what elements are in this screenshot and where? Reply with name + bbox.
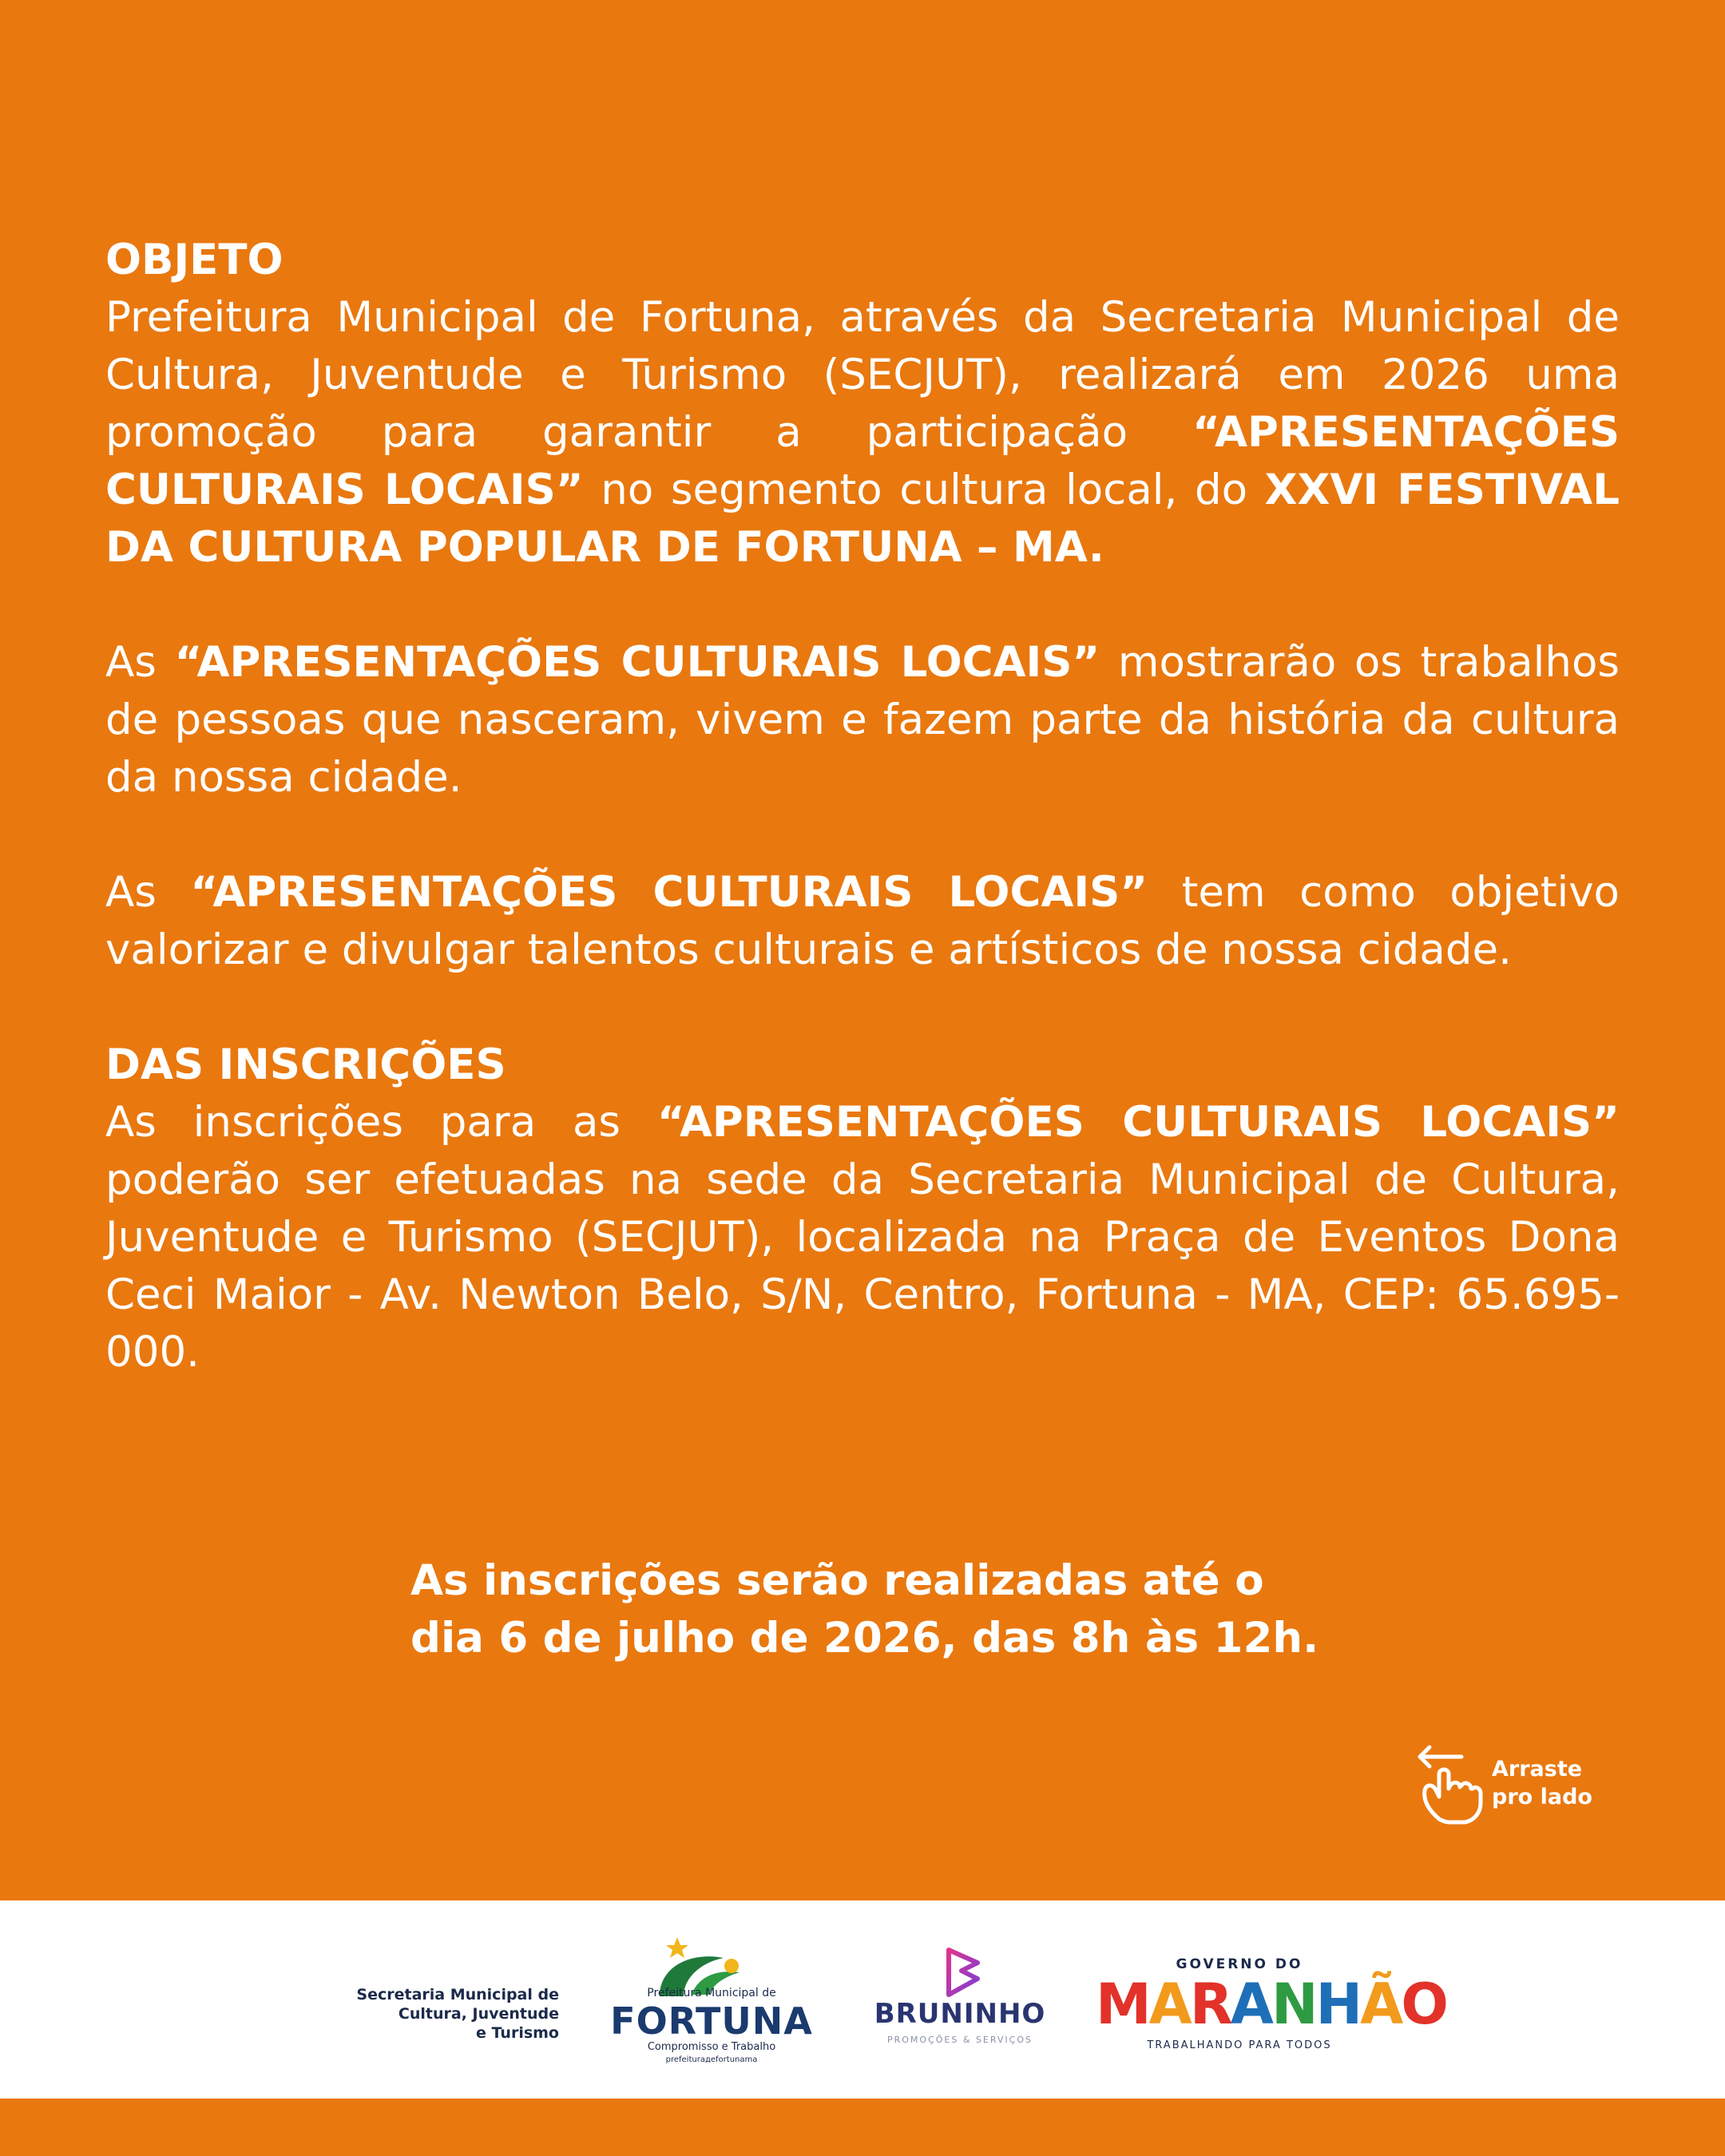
inscricoes-paragraph [105, 1094, 1620, 1381]
objeto-bold-2: XXVI FESTIVAL DA CULTURA POPULAR DE FORTUNA – MA. [105, 466, 1620, 572]
objeto-text-2: no segmento cultura local, do [583, 466, 1265, 514]
presentations-paragraph [105, 634, 1620, 807]
maranhao-letter: H [1315, 1972, 1361, 2037]
swipe-label-2: pro lado [1492, 1785, 1592, 1809]
maranhao-gov-text: GOVERNO DO [1176, 1956, 1303, 1972]
secjut-line-1: Secretaria Municipal de [356, 1986, 559, 2003]
inscricoes-post: poderão ser efetuadas na sede da Secretaria Municipal de Cultura, Juventude e Turismo (SECJUT), localizada na Praça de Eventos Dona Ceci Maior - Av. Newton Belo, S/N, Centro, Fortuna - MA, CEP: 65.695-000. [105, 1155, 1620, 1377]
swipe-hand-icon [1412, 1741, 1489, 1829]
presentations-post: mostrarão os trabalhos de pessoas que nasceram, vivem e fazem parte da história da cultura da nossa cidade. [105, 638, 1620, 802]
deadline-line-1: As inscrições serão realizadas até o [410, 1556, 1264, 1605]
maranhao-letter: R [1189, 1972, 1231, 2037]
bruninho-play-icon [864, 1947, 1056, 1998]
maranhao-letter: A [1230, 1972, 1271, 2037]
swipe-hint[interactable] [1412, 1741, 1620, 1829]
maranhao-letter: M [1096, 1972, 1149, 2037]
objective-bold: “APRESENTAÇÕES CULTURAIS LOCAIS” [190, 868, 1148, 917]
objective-paragraph [105, 864, 1620, 979]
maranhao-letter: A [1148, 1972, 1190, 2037]
bruninho-logo [864, 1947, 1064, 2059]
secjut-line-3: e Turismo [476, 2024, 559, 2042]
fortuna-social: prefeiturадefortunama [665, 2055, 758, 2064]
bruninho-subtitle: PROMOÇÕES & SERVIÇOS [887, 2035, 1033, 2045]
objective-post: tem como objetivo valorizar e divulgar talentos culturais e artísticos de nossa cidade. [105, 868, 1620, 974]
objeto-heading: OBJETO [105, 236, 284, 284]
inscricoes-heading: DAS INSCRIÇÕES [105, 1040, 506, 1089]
presentations-bold: “APRESENTAÇÕES CULTURAIS LOCAIS” [174, 638, 1100, 687]
fortuna-slogan: Compromisso e Trabalho [647, 2041, 776, 2053]
bottom-band [0, 2099, 1725, 2156]
maranhao-letter: O [1401, 1972, 1446, 2037]
objeto-text-1: Prefeitura Municipal de Fortuna, através da Secretaria Municipal de Cultura, Juventude e Turismo (SECJUT), realizará em 2026 uma promoção para garantir a participação [105, 293, 1620, 457]
objeto-bold-1: “APRESENTAÇÕES CULTURAIS LOCAIS” [105, 408, 1620, 514]
swipe-label-1: Arraste [1492, 1757, 1583, 1781]
bruninho-name: BRUNINHO [874, 1998, 1046, 2030]
secjut-line-2: Cultura, Juventude [398, 2005, 559, 2023]
deadline-text [410, 1552, 1449, 1667]
fortuna-top-text: Prefeitura Municipal de [647, 1987, 776, 1999]
maranhao-word [1096, 1972, 1446, 2037]
sponsor-footer [0, 1900, 1725, 2099]
maranhao-letter: N [1271, 1972, 1316, 2037]
fortuna-name: FORTUNA [610, 1999, 813, 2043]
secjut-label [303, 1985, 559, 2043]
deadline-line-2: dia 6 de julho de 2026, das 8h às 12h. [410, 1614, 1319, 1663]
swipe-label [1492, 1755, 1592, 1811]
inscricoes-pre: As inscrições para as [105, 1098, 657, 1147]
objective-pre: As [105, 868, 191, 917]
maranhao-logo [1096, 1956, 1446, 2060]
inscricoes-bold: “APRESENTAÇÕES CULTURAIS LOCAIS” [656, 1098, 1620, 1147]
maranhao-tagline: TRABALHANDO PARA TODOS [1147, 2039, 1332, 2051]
fortuna-logo [604, 1934, 819, 2070]
maranhao-letter: Ã [1360, 1972, 1402, 2037]
presentations-pre: As [105, 638, 175, 687]
objeto-paragraph [105, 289, 1620, 577]
main-content [105, 232, 1620, 1381]
